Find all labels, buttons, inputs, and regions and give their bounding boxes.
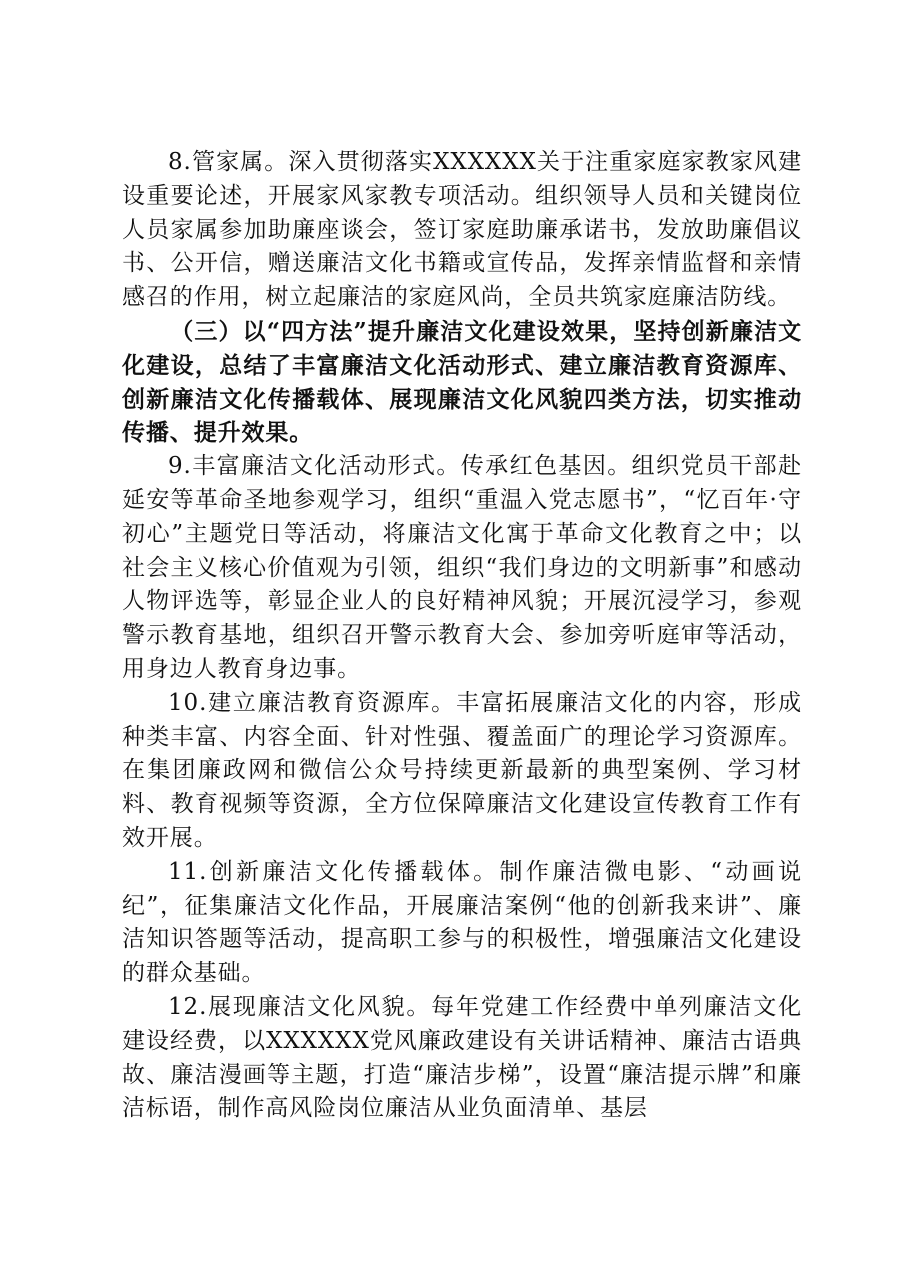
paragraph-12-style: 12.展现廉洁文化风貌。每年党建工作经费中单列廉洁文化建设经费，以XXXXXX党风廉政建设有关讲话精神、廉洁古语典故、廉洁漫画等主题，打造“廉洁步梯”，设置“廉洁提示牌”和廉洁标语，制作高风险岗位廉洁从业负面清单、基层 [122, 993, 802, 1122]
paragraph-11-carriers: 11.创新廉洁文化传播载体。制作廉洁微电影、“动画说纪”，征集廉洁文化作品，开展廉洁案例“他的创新我来讲”、廉洁知识答题等活动，提高职工参与的积极性，增强廉洁文化建设的群众基础。 [122, 858, 802, 987]
paragraph-8-family: 8.管家属。深入贯彻落实XXXXXX关于注重家庭家教家风建设重要论述，开展家风家教专项活动。组织领导人员和关键岗位人员家属参加助廉座谈会，签订家庭助廉承诺书，发放助廉倡议书、公开信，赠送廉洁文化书籍或宣传品，发挥亲情监督和亲情感召的作用，树立起廉洁的家庭风尚，全员共筑家庭廉洁防线。 [122, 149, 802, 311]
section-heading-three: （三）以“四方法”提升廉洁文化建设效果，坚持创新廉洁文化建设，总结了丰富廉洁文化活动形式、建立廉洁教育资源库、创新廉洁文化传播载体、展现廉洁文化风貌四类方法，切实推动传播、提升效果。 [122, 317, 802, 447]
paragraph-10-resource-library: 10.建立廉洁教育资源库。丰富拓展廉洁文化的内容，形成种类丰富、内容全面、针对性强、覆盖面广的理论学习资源库。在集团廉政网和微信公众号持续更新最新的典型案例、学习材料、教育视频等资源，全方位保障廉洁文化建设宣传教育工作有效开展。 [122, 689, 802, 851]
paragraph-9-activities: 9.丰富廉洁文化活动形式。传承红色基因。组织党员干部赴延安等革命圣地参观学习，组织“重温入党志愿书”，“忆百年·守初心”主题党日等活动，将廉洁文化寓于革命文化教育之中；以社会主义核心价值观为引领，组织“我们身边的文明新事”和感动人物评选等，彰显企业人的良好精神风貌；开展沉浸学习，参观警示教育基地，组织召开警示教育大会、参加旁听庭审等活动，用身边人教育身边事。 [122, 453, 802, 682]
document-body [122, 146, 802, 1126]
